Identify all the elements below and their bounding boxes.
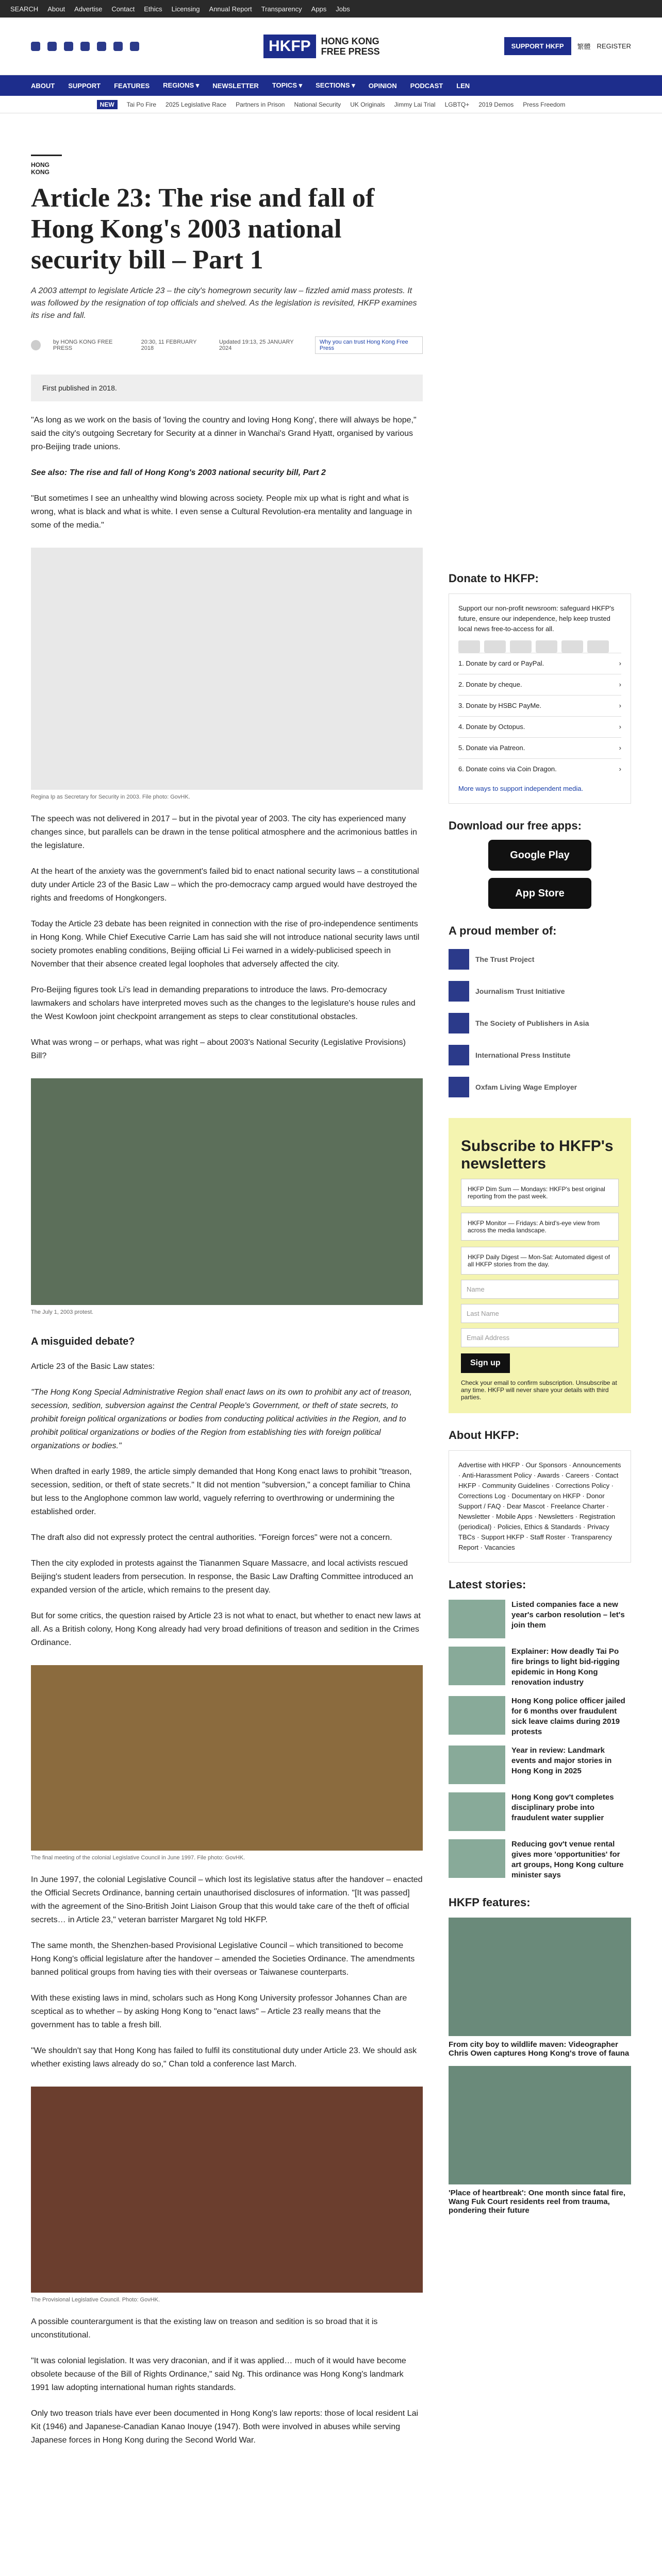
- trending-link[interactable]: 2025 Legislative Race: [166, 100, 227, 108]
- sidebar: [449, 113, 631, 2447]
- author-avatar: [31, 340, 41, 350]
- top-link[interactable]: Transparency: [261, 5, 302, 13]
- donate-more-link[interactable]: More ways to support independent media.: [458, 785, 584, 792]
- feature-headline: 'Place of heartbreak': One month since fatal fire, Wang Fuk Court residents reel from trauma, pondering their future: [449, 2189, 626, 2215]
- nav-item[interactable]: SUPPORT: [68, 81, 101, 90]
- first-name-input[interactable]: Name: [461, 1280, 619, 1299]
- partner-logo[interactable]: [449, 949, 631, 970]
- main-nav: [0, 75, 662, 96]
- paragraph: Then the city exploded in protests against the Tiananmen Square Massacre, and local activists rescued Beijing's student leaders from persecution. In response, the Basic Law Drafting Committee introduced an expanded version of the article, which remains to the present day.: [31, 1559, 413, 1595]
- photo-caption: The July 1, 2003 protest.: [31, 1309, 94, 1315]
- donate-option[interactable]: [458, 716, 621, 737]
- newsletter-option[interactable]: HKFP Dim Sum — Mondays: HKFP's best original reporting from the past week.: [461, 1179, 619, 1207]
- paragraph: But for some critics, the question raised by Article 23 is not what to enact, but whether to enact new laws at all. As a British colony, Hong Kong already had very broad definitions of treason and sedition in the Crimes Ordinance.: [31, 1612, 421, 1647]
- top-link[interactable]: Contact: [111, 5, 135, 13]
- paragraph: The same month, the Shenzhen-based Provisional Legislative Council – which transitioned to become Hong Kong's official legislature after the handover – amended the Societies Ordinance. The amendments banned political groups from having ties with their overseas or Taiwanese counterparts.: [31, 1941, 415, 1977]
- photo-caption: Regina Ip as Secretary for Security in 2003. File photo: GovHK.: [31, 794, 190, 800]
- new-badge: NEW: [97, 100, 118, 109]
- donate-text[interactable]: Support our non-profit newsroom: safeguard HKFP's future, ensure our independence, help keep trusted local news free-to-access for all.: [458, 604, 615, 633]
- member-title: A proud member of:: [449, 924, 557, 937]
- trending-link[interactable]: 2019 Demos: [478, 100, 514, 108]
- paragraph: "It was colonial legislation. It was very draconian, and if it was applied… much of it would have become obsolete because of the Bill of Rights Ordinance," said Ng. This ordinance was Hong Kong's landmark 1991 law adopting international human rights standards.: [31, 2357, 406, 2392]
- visa-icon: [484, 640, 506, 653]
- newsletter-title: Subscribe to HKFP's newsletters: [461, 1138, 614, 1172]
- last-name-input[interactable]: Last Name: [461, 1304, 619, 1323]
- donate-option[interactable]: [458, 653, 621, 674]
- newsletter-note: Check your email to confirm subscription. Unsubscribe at any time. HKFP will never share your details with third parties.: [461, 1379, 617, 1401]
- ipi-icon: [449, 1045, 469, 1065]
- nav-item[interactable]: FEATURES: [114, 81, 150, 90]
- paragraph: At the heart of the anxiety was the government's failed bid to enact national security laws – a constitutional duty under Article 23 of the Basic Law – which the pro-democracy camp argued would have destroyed the rights and freedoms of Hongkongers.: [31, 867, 419, 903]
- paragraph: What was wrong – or perhaps, what was right – about 2003's National Security (Legislative Provisions) Bill?: [31, 1038, 406, 1060]
- newsletter-widget: [449, 1118, 631, 1413]
- site-logo[interactable]: [263, 35, 380, 58]
- features-title: HKFP features:: [449, 1896, 531, 1909]
- octopus-icon: [587, 640, 609, 653]
- story-thumbnail: [449, 1600, 505, 1638]
- amex-icon: [536, 640, 557, 653]
- partner-name: The Trust Project: [475, 955, 535, 963]
- paragraph: With these existing laws in mind, scholars such as Hong Kong University professor Johannes Chan are sceptical as to whether – by asking Hong Kong to "enact laws" – Article 23 really means that the government has to table a fresh bill.: [31, 1994, 407, 2029]
- blockquote: "The Hong Kong Special Administrative Region shall enact laws on its own to prohibit any act of treason, secession, sedition, subversion against the Central People's Government, or theft of state secrets, to prohibit foreign political organizations or bodies from conducting political activities in the Region, and to prohibit political organizations or bodies of the Region from establishing ties with foreign political organizations or bodies.": [31, 1388, 412, 1450]
- youtube-icon[interactable]: [97, 42, 106, 51]
- story-headline: Hong Kong police officer jailed for 6 months over fraudulent sick leave claims during 2019 protests: [511, 1697, 625, 1736]
- feature-headline: From city boy to wildlife maven: Videographer Chris Owen captures Hong Kong's trove of fauna: [449, 2040, 630, 2058]
- partner-name: Oxfam Living Wage Employer: [475, 1083, 577, 1091]
- feature-image: [449, 2066, 631, 2184]
- nav-item[interactable]: LEN: [456, 81, 470, 90]
- chevron-icon: ›: [619, 702, 621, 709]
- language-link[interactable]: 繁體: [577, 43, 591, 50]
- top-link[interactable]: Apps: [311, 5, 327, 13]
- paragraph: Only two treason trials have ever been documented in Hong Kong's law reports: those of local resident Lai Kit (1946) and Japanese-Canadian Kanao Inouye (1947). Both were involved in abuses while serving Japanese forces in Hong Kong during the Second World War.: [31, 2409, 419, 2445]
- support-button[interactable]: SUPPORT HKFP: [504, 37, 571, 55]
- donate-label: 6. Donate coins via Coin Dragon.: [458, 765, 557, 773]
- article-title: Article 23: The rise and fall of Hong Kong's 2003 national security bill – Part 1: [31, 183, 375, 275]
- email-input[interactable]: Email Address: [461, 1328, 619, 1347]
- nav-item[interactable]: ABOUT: [31, 81, 55, 90]
- paragraph: Today the Article 23 debate has been reignited in connection with the rise of pro-independence sentiments in Hong Kong. While Chief Executive Carrie Lam has said she will not introduce national security laws until society promotes enabling conditions, Beijing official Li Fei warned in a widely-publicised speech in November that their absence created legal loopholes that adversely affected the city.: [31, 920, 420, 969]
- trending-link[interactable]: Partners in Prison: [236, 100, 285, 108]
- nav-item[interactable]: TOPICS ▾: [272, 81, 303, 89]
- chevron-icon: ›: [619, 723, 621, 731]
- partner-logo[interactable]: [449, 1045, 631, 1065]
- byline: [31, 336, 423, 354]
- paragraph: In June 1997, the colonial Legislative Council – which lost its legislative status after the handover – enacted the Official Secrets Ordinance, banning certain unauthorised disclosures of information. "[It was passed] with the agreement of the Sino-British Joint Liaison Group that this would take care of the theft of official secrets… in Article 23," veteran barrister Margaret Ng told HKFP.: [31, 1875, 423, 1924]
- see-also-link[interactable]: See also: The rise and fall of Hong Kong's 2003 national security bill, Part 2: [31, 468, 326, 477]
- story-headline: Year in review: Landmark events and major stories in Hong Kong in 2025: [511, 1746, 612, 1775]
- protest-photo: [31, 1078, 423, 1305]
- partner-name: Journalism Trust Initiative: [475, 987, 565, 995]
- donate-option[interactable]: [458, 674, 621, 695]
- jti-icon: [449, 981, 469, 1002]
- photo-caption: The Provisional Legislative Council. Photo: GovHK.: [31, 2297, 160, 2303]
- legco-photo: [31, 1665, 423, 1851]
- about-title: About HKFP:: [449, 1429, 519, 1442]
- logo-line: FREE PRESS: [321, 46, 380, 57]
- chevron-icon: ›: [619, 765, 621, 773]
- trending-link[interactable]: Tai Po Fire: [126, 100, 157, 108]
- x-icon[interactable]: [47, 42, 57, 51]
- section-heading: A misguided debate?: [31, 1336, 135, 1347]
- rss-icon[interactable]: [130, 42, 139, 51]
- mastercard-icon: [458, 640, 480, 653]
- top-link[interactable]: Advertise: [74, 5, 103, 13]
- apps-title: Download our free apps:: [449, 819, 582, 832]
- latest-story[interactable]: [449, 1696, 631, 1737]
- trending-link[interactable]: Jimmy Lai Trial: [394, 100, 436, 108]
- paypal-icon: [510, 640, 532, 653]
- paragraph: When drafted in early 1989, the article simply demanded that Hong Kong enact laws to prohibit "treason, secession, sedition, or theft of state secrets." It did not mention "subversion," a concept familiar to China but less to the Anglophone common law world, vaguely referring to overthrowing or undermining the established order.: [31, 1467, 412, 1516]
- telegram-icon[interactable]: [113, 42, 123, 51]
- logo-line: HONG KONG: [321, 36, 379, 46]
- donate-option[interactable]: [458, 737, 621, 758]
- story-thumbnail: [449, 1647, 505, 1685]
- feature-story[interactable]: [449, 2066, 631, 2215]
- donate-widget: [449, 594, 631, 804]
- nav-item[interactable]: OPINION: [368, 81, 397, 90]
- facebook-icon[interactable]: [31, 42, 40, 51]
- instagram-icon[interactable]: [64, 42, 73, 51]
- story-thumbnail: [449, 1696, 505, 1735]
- donate-label: 1. Donate by card or PayPal.: [458, 659, 544, 667]
- nav-item[interactable]: NEWSLETTER: [212, 81, 259, 90]
- story-headline: Reducing gov't venue rental gives more 'opportunities' for art groups, Hong Kong culture minister says: [511, 1840, 624, 1879]
- donate-label: 4. Donate by Octopus.: [458, 723, 525, 731]
- chevron-icon: ›: [619, 659, 621, 667]
- app-store-button[interactable]: App Store: [488, 878, 591, 909]
- newsletter-option[interactable]: HKFP Daily Digest — Mon-Sat: Automated digest of all HKFP stories from the day.: [461, 1247, 619, 1275]
- donate-label: 5. Donate via Patreon.: [458, 744, 525, 752]
- top-link[interactable]: SEARCH: [10, 5, 39, 13]
- register-link[interactable]: REGISTER: [597, 42, 631, 50]
- story-headline: Hong Kong gov't completes disciplinary probe into fraudulent water supplier: [511, 1793, 614, 1822]
- trust-link[interactable]: Why you can trust Hong Kong Free Press: [315, 336, 423, 354]
- sopa-icon: [449, 1013, 469, 1033]
- author[interactable]: by HONG KONG FREE PRESS: [53, 339, 113, 351]
- chevron-icon: ›: [619, 744, 621, 752]
- trending-link[interactable]: LGBTQ+: [444, 100, 470, 108]
- category-label[interactable]: HONG KONG: [31, 155, 62, 176]
- story-headline: Listed companies face a new year's carbon resolution – let's join them: [511, 1600, 625, 1630]
- partner-name: The Society of Publishers in Asia: [475, 1019, 589, 1027]
- logo-text: [321, 36, 380, 57]
- top-link[interactable]: Licensing: [171, 5, 200, 13]
- newsletter-option[interactable]: HKFP Monitor — Fridays: A bird's-eye view from across the media landscape.: [461, 1213, 619, 1241]
- chevron-icon: ›: [619, 681, 621, 688]
- trending-link[interactable]: National Security: [294, 100, 341, 108]
- latest-story[interactable]: [449, 1745, 631, 1784]
- top-link[interactable]: About: [47, 5, 65, 13]
- latest-story[interactable]: [449, 1647, 631, 1688]
- donate-label: 3. Donate by HSBC PayMe.: [458, 702, 542, 709]
- updated-date: Updated 19:13, 25 JANUARY 2024: [219, 339, 294, 351]
- article-lede: A 2003 attempt to legislate Article 23 – the city's homegrown security law – fizzled amid mass protests. It was followed by the resignation of top officials and shelved. As the legislation is revisited, HKFP examines its rise and fall.: [31, 286, 417, 320]
- top-utility-bar: [0, 0, 662, 18]
- site-header: [0, 18, 662, 75]
- nav-item[interactable]: REGIONS ▾: [163, 81, 200, 89]
- trending-link[interactable]: UK Originals: [350, 100, 385, 108]
- trending-bar: [0, 96, 662, 113]
- payment-methods: [458, 640, 621, 653]
- donate-label: 2. Donate by cheque.: [458, 681, 522, 688]
- trust-project-icon: [449, 949, 469, 970]
- top-link[interactable]: Jobs: [336, 5, 350, 13]
- photo-caption: The final meeting of the colonial Legislative Council in June 1997. File photo: GovHK.: [31, 1855, 245, 1861]
- feature-image: [449, 1918, 631, 2036]
- google-play-button[interactable]: Google Play: [488, 840, 591, 871]
- paragraph: The speech was not delivered in 2017 – but in the pivotal year of 2003. The city has experienced many changes since, but parallels can be drawn in the tense political atmosphere and the acrimonious battles in the legislature.: [31, 815, 417, 850]
- provisional-legco-photo: [31, 2087, 423, 2293]
- payme-icon: [561, 640, 583, 653]
- signup-button[interactable]: Sign up: [461, 1353, 510, 1373]
- donate-title: Donate to HKFP:: [449, 572, 539, 585]
- trending-link[interactable]: Press Freedom: [523, 100, 566, 108]
- feature-story[interactable]: [449, 1918, 631, 2058]
- regina-ip-photo: [31, 548, 423, 790]
- story-thumbnail: [449, 1792, 505, 1831]
- logo-box: HKFP: [263, 35, 316, 58]
- publish-date: 20:30, 11 FEBRUARY 2018: [141, 339, 197, 351]
- latest-story[interactable]: [449, 1839, 631, 1880]
- social-links: [31, 42, 139, 51]
- nav-item[interactable]: SECTIONS ▾: [316, 81, 355, 89]
- story-thumbnail: [449, 1839, 505, 1878]
- header-actions: [504, 37, 631, 55]
- paragraph: Article 23 of the Basic Law states:: [31, 1362, 155, 1371]
- partner-logo[interactable]: [449, 981, 631, 1002]
- about-links[interactable]: Advertise with HKFP · Our Sponsors · Announcements · Anti-Harassment Policy · Awards · Careers · Contact HKFP · Community Guidelines · Corrections Policy · Corrections Log · Documentary on HKFP · Donor Support / FAQ · Dear Mascot · Freelance Charter · Newsletter · Mobile Apps · Newsletters · Registration (periodical) · Policies, Ethics & Standards · Privacy TBCs · Support HKFP · Staff Roster · Transparency Report · Vacancies: [449, 1450, 631, 1563]
- donate-option[interactable]: [458, 695, 621, 716]
- paragraph: "As long as we work on the basis of 'loving the country and loving Hong Kong', there will always be hope," said the city's outgoing Secretary for Security at a dinner in Wanchai's Grand Hyatt, organised by various pro-Beijing trade unions.: [31, 416, 417, 451]
- story-thumbnail: [449, 1745, 505, 1784]
- paragraph: The draft also did not expressly protect the central authorities. "Foreign forces" were not a concern.: [31, 1533, 392, 1542]
- paragraph: A possible counterargument is that the existing law on treason and sedition is so broad that it is unconstitutional.: [31, 2317, 378, 2340]
- article: [31, 113, 423, 2447]
- paragraph: "But sometimes I see an unhealthy wind blowing across society. People mix up what is right and what is wrong, what is black and what is white. I even sense a Cultural Revolution-era mentality and language in some of the media.": [31, 494, 412, 530]
- latest-story[interactable]: [449, 1792, 631, 1831]
- story-headline: Explainer: How deadly Tai Po fire brings to light bid-rigging epidemic in Hong Kong renovation industry: [511, 1647, 620, 1687]
- latest-title: Latest stories:: [449, 1578, 526, 1591]
- latest-story[interactable]: [449, 1600, 631, 1638]
- threads-icon[interactable]: [80, 42, 90, 51]
- partner-logo[interactable]: [449, 1013, 631, 1033]
- donate-option[interactable]: [458, 758, 621, 779]
- partner-name: International Press Institute: [475, 1051, 571, 1059]
- top-link[interactable]: Annual Report: [209, 5, 252, 13]
- oxfam-icon: [449, 1077, 469, 1097]
- partner-logo[interactable]: [449, 1077, 631, 1097]
- top-link[interactable]: Ethics: [144, 5, 162, 13]
- paragraph: "We shouldn't say that Hong Kong has failed to fulfil its constitutional duty under Article 23. We should ask whether existing laws already do so," Chan told a conference last March.: [31, 2046, 417, 2069]
- paragraph: Pro-Beijing figures took Li's lead in demanding preparations to introduce the laws. Pro-democracy lawmakers and scholars have interpreted moves such as the changes to the legislature's house rules and the West Kowloon joint checkpoint arrangement as steps to clear constitutional obstacles.: [31, 986, 416, 1021]
- nav-item[interactable]: PODCAST: [410, 81, 443, 90]
- first-published: First published in 2018.: [31, 375, 423, 401]
